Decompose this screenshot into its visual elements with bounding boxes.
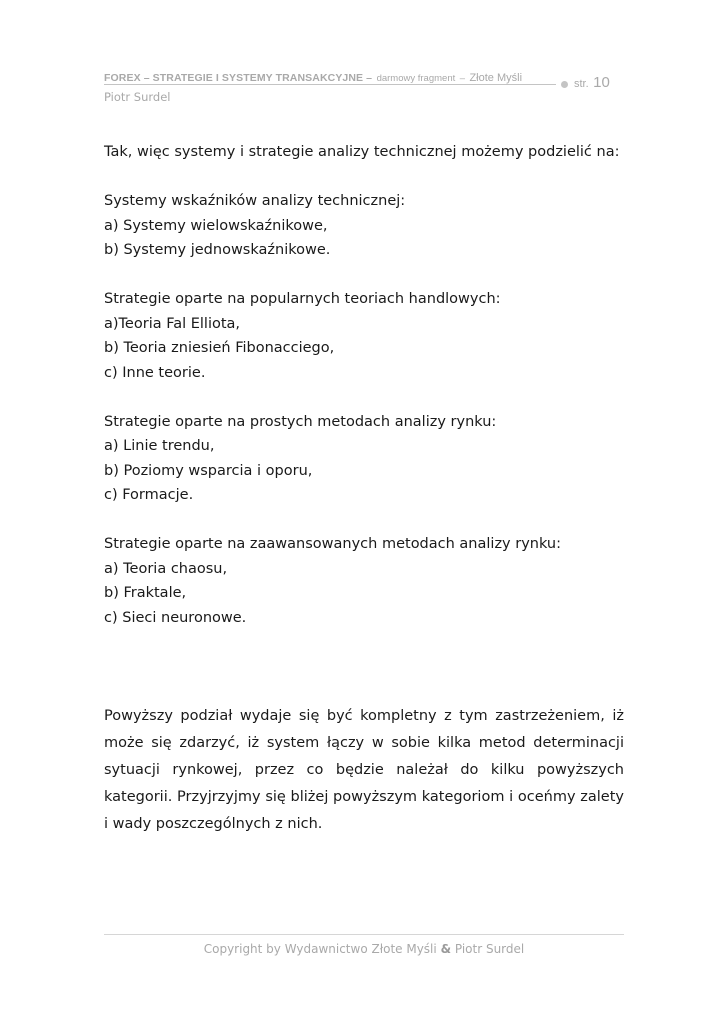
- page-footer: [104, 942, 624, 956]
- list-item: b) Teoria zniesień Fibonacciego,: [104, 340, 335, 356]
- summary-paragraph: Powyższy podział wydaje się być kompletny z tym zastrzeżeniem, iż może się zdarzyć, iż system łączy w sobie kilka metod determinacji sytuacji rynkowej, przez co będzie należał do kilku powyższych kategorii. Przyjrzyjmy się bliżej powyższym kategoriom i oceńmy zalety i wady poszczególnych z nich.: [104, 708, 624, 832]
- group-indicator-systems: [104, 189, 624, 263]
- group-trading-theories: [104, 287, 624, 385]
- list-item: c) Sieci neuronowe.: [104, 609, 247, 626]
- intro-paragraph: Tak, więc systemy i strategie analizy technicznej możemy podzielić na:: [104, 144, 620, 160]
- page-number: 10: [593, 74, 610, 91]
- publisher-brand: Złote Myśli: [469, 72, 523, 84]
- footer-author: Piotr Surdel: [454, 942, 525, 956]
- list-item: a)Teoria Fal Elliota,: [104, 315, 241, 332]
- page-number-block: [574, 74, 610, 92]
- book-title: FOREX – STRATEGIE I SYSTEMY TRANSAKCYJNE –: [104, 72, 373, 84]
- list-item: b) Fraktale,: [104, 585, 187, 601]
- page-content: [104, 140, 624, 838]
- group-simple-methods: [104, 410, 624, 508]
- page-header: [104, 68, 624, 108]
- group-heading: Strategie oparte na prostych metodach analizy rynku:: [104, 413, 497, 430]
- group-heading: Systemy wskaźników analizy technicznej:: [104, 193, 406, 209]
- footer-ampersand: &: [440, 942, 452, 956]
- list-item: b) Systemy jednowskaźnikowe.: [104, 242, 331, 258]
- list-item: a) Linie trendu,: [104, 438, 215, 454]
- group-advanced-methods: [104, 532, 624, 630]
- header-rule: [104, 84, 556, 85]
- header-author: Piotr Surdel: [104, 90, 171, 104]
- list-item: c) Formacje.: [104, 487, 194, 503]
- header-separator: –: [459, 73, 465, 84]
- footer-copyright: Copyright by Wydawnictwo Złote Myśli: [203, 942, 437, 956]
- group-heading: Strategie oparte na zaawansowanych metodach analizy rynku:: [104, 536, 561, 552]
- list-item: b) Poziomy wsparcia i oporu,: [104, 462, 313, 479]
- header-bullet-icon: [561, 81, 568, 88]
- fragment-label: darmowy fragment: [376, 73, 456, 84]
- list-item: a) Systemy wielowskaźnikowe,: [104, 217, 328, 234]
- page-label: str.: [574, 78, 589, 90]
- list-item: a) Teoria chaosu,: [104, 560, 228, 577]
- list-item: c) Inne teorie.: [104, 364, 206, 381]
- group-heading: Strategie oparte na popularnych teoriach handlowych:: [104, 291, 501, 307]
- footer-rule: [104, 934, 624, 935]
